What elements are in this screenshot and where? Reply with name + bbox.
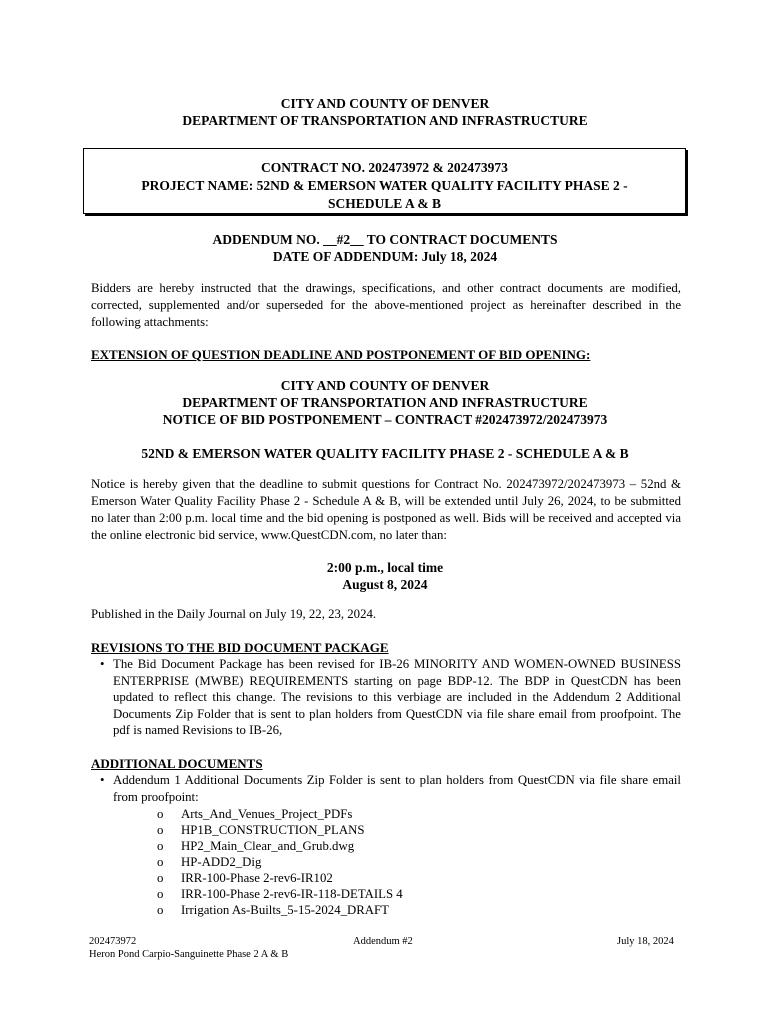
notice-project: 52ND & EMERSON WATER QUALITY FACILITY PHASE 2 - SCHEDULE A & B (141, 446, 629, 461)
file-name: Arts_And_Venues_Project_PDFs (181, 807, 353, 821)
file-item (157, 822, 403, 838)
published-note: Published in the Daily Journal on July 19, 22, 23, 2024. (91, 607, 377, 621)
bullet-icon: • (100, 657, 105, 671)
file-name: IRR-100-Phase 2-rev6-IR-118-DETAILS 4 (181, 887, 403, 901)
revisions-bullet-text: The Bid Document Package has been revised for IB-26 MINORITY AND WOMEN-OWNED BUSINESS ENTERPRISE (MWBE) REQUIREMENTS starting on page BDP-12. The BDP in QuestCDN has been updated to reflect this change. The revisions to this verbiage are included in the Addendum 2 Additional Documents Zip Folder that is sent to plan holders from QuestCDN via file share email from proofpoint. The pdf is named Revisions to IB-26, (113, 657, 681, 737)
header-city: CITY AND COUNTY OF DENVER (280, 96, 490, 111)
addendum-date: DATE OF ADDENDUM: July 18, 2024 (272, 249, 498, 264)
file-name: HP-ADD2_Dig (181, 855, 262, 869)
circle-bullet-icon: o (157, 839, 164, 853)
file-item (157, 886, 403, 902)
footer-date: July 18, 2024 (617, 936, 674, 947)
file-name: HP1B_CONSTRUCTION_PLANS (181, 823, 365, 837)
file-item (157, 854, 403, 870)
addendum-title (0, 231, 770, 248)
circle-bullet-icon: o (157, 903, 164, 917)
file-name: HP2_Main_Clear_and_Grub.dwg (181, 839, 355, 853)
addendum-number: __#2__ (323, 232, 364, 247)
bullet-icon: • (100, 773, 105, 787)
notice-city: CITY AND COUNTY OF DENVER (280, 378, 490, 393)
footer-project: Heron Pond Carpio-Sanguinette Phase 2 A & B (89, 949, 289, 960)
circle-bullet-icon: o (157, 855, 164, 869)
file-item (157, 838, 403, 854)
notice-body: Notice is hereby given that the deadline to submit questions for Contract No. 202473972/202473973 – 52nd & Emerson Water Quality Facility Phase 2 - Schedule A & B, will be extended until July 26, 2024, to be submitted no later than 2:00 p.m. local time and the bid opening is postponed as well. Bids will be received and accepted via the online electronic bid service, www.QuestCDN.com, no later than: (91, 477, 681, 542)
circle-bullet-icon: o (157, 887, 164, 901)
circle-bullet-icon: o (157, 823, 164, 837)
bid-date: August 8, 2024 (342, 577, 428, 592)
footer-addendum: Addendum #2 (353, 936, 413, 947)
additional-list (91, 772, 681, 805)
project-name: PROJECT NAME: 52ND & EMERSON WATER QUALITY FACILITY PHASE 2 - (141, 178, 628, 193)
revisions-list (91, 656, 681, 739)
additional-bullet-text: Addendum 1 Additional Documents Zip Folder is sent to plan holders from QuestCDN via file share email from proofpoint: (113, 773, 681, 804)
file-item (157, 870, 403, 886)
contract-number: CONTRACT NO. 202473972 & 202473973 (261, 160, 508, 175)
file-item (157, 902, 403, 918)
notice-title: NOTICE OF BID POSTPONEMENT – CONTRACT #202473972/202473973 (162, 412, 608, 427)
file-name: IRR-100-Phase 2-rev6-IR102 (181, 871, 333, 885)
bid-time: 2:00 p.m., local time (326, 560, 444, 575)
project-schedule: SCHEDULE A & B (328, 196, 441, 211)
circle-bullet-icon: o (157, 807, 164, 821)
additional-section-title: ADDITIONAL DOCUMENTS (91, 756, 263, 771)
notice-department: DEPARTMENT OF TRANSPORTATION AND INFRASTRUCTURE (182, 395, 588, 410)
circle-bullet-icon: o (157, 871, 164, 885)
intro-paragraph: Bidders are hereby instructed that the drawings, specifications, and other contract documents are modified, corrected, supplemented and/or superseded for the above-mentioned project as hereinafter described in the following attachments: (91, 281, 681, 329)
file-list (157, 806, 403, 918)
contract-box (83, 148, 686, 214)
addendum-suffix: TO CONTRACT DOCUMENTS (363, 232, 558, 247)
extension-section-title: EXTENSION OF QUESTION DEADLINE AND POSTPONEMENT OF BID OPENING: (91, 347, 591, 362)
footer-contract: 202473972 (89, 936, 137, 947)
file-item (157, 806, 403, 822)
header-department: DEPARTMENT OF TRANSPORTATION AND INFRASTRUCTURE (182, 113, 588, 128)
list-item (91, 772, 681, 805)
revisions-section-title: REVISIONS TO THE BID DOCUMENT PACKAGE (91, 640, 389, 655)
addendum-prefix: ADDENDUM NO. (212, 232, 324, 247)
list-item (91, 656, 681, 739)
file-name: Irrigation As-Builts_5-15-2024_DRAFT (181, 903, 389, 917)
